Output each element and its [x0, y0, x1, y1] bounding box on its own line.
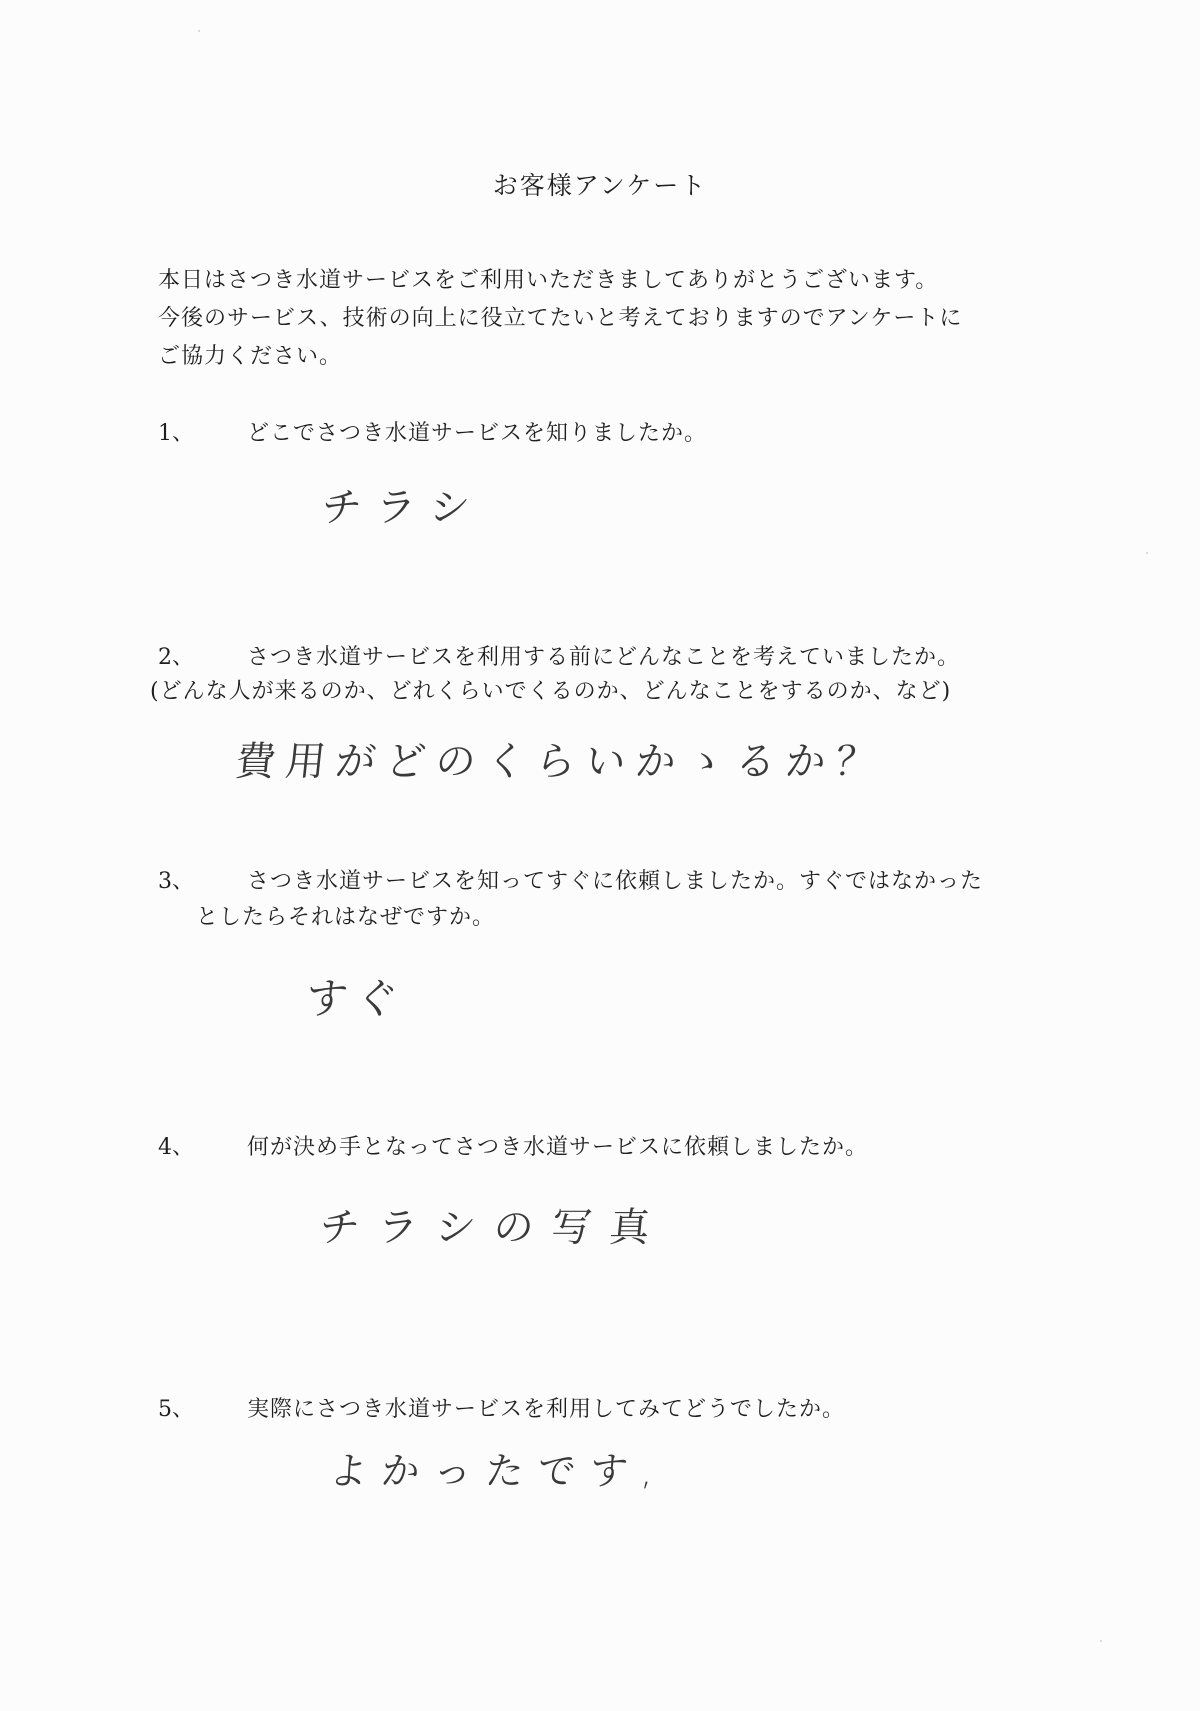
handwritten-answer: チラシ [319, 485, 487, 531]
question-number: 2、 [158, 645, 194, 670]
scan-speck [198, 30, 200, 32]
intro-line: 本日はさつき水道サービスをご利用いただきましてありがとうございます。 [158, 268, 939, 293]
question-number: 5、 [158, 1397, 194, 1422]
handwritten-answer: よかったです, [327, 1449, 671, 1493]
handwritten-answer: すぐ [303, 974, 409, 1023]
question-number: 1、 [158, 421, 194, 446]
intro-paragraph [158, 262, 1058, 376]
intro-line: ご協力ください。 [158, 344, 343, 369]
intro-line: 今後のサービス、技術の向上に役立てたいと考えておりますのでアンケートに [158, 306, 963, 331]
page-title: お客様アンケート [492, 171, 708, 200]
question-number: 4、 [158, 1135, 194, 1160]
handwritten-answer: 費用がどのくらいかゝるか？ [233, 739, 889, 785]
question-text: 実際にさつき水道サービスを利用してみてどうでしたか。 [247, 1397, 846, 1422]
question-text: どこでさつき水道サービスを知りましたか。 [247, 421, 708, 446]
scan-speck [1100, 1640, 1102, 1642]
question-text: 何が決め手となってさつき水道サービスに依頼しましたか。 [247, 1135, 869, 1160]
question-subtext: としたらそれはなぜですか。 [196, 905, 496, 930]
question-number: 3、 [158, 869, 194, 894]
question-text: さつき水道サービスを利用する前にどんなことを考えていましたか。 [247, 645, 961, 670]
question-text: さつき水道サービスを知ってすぐに依頼しましたか。すぐではなかった [247, 869, 984, 894]
scan-speck [1146, 552, 1148, 554]
handwritten-answer: チラシの写真 [317, 1205, 671, 1251]
question-subtext: (どんな人が来るのか、どれくらいでくるのか、どんなことをするのか、など) [150, 679, 952, 704]
